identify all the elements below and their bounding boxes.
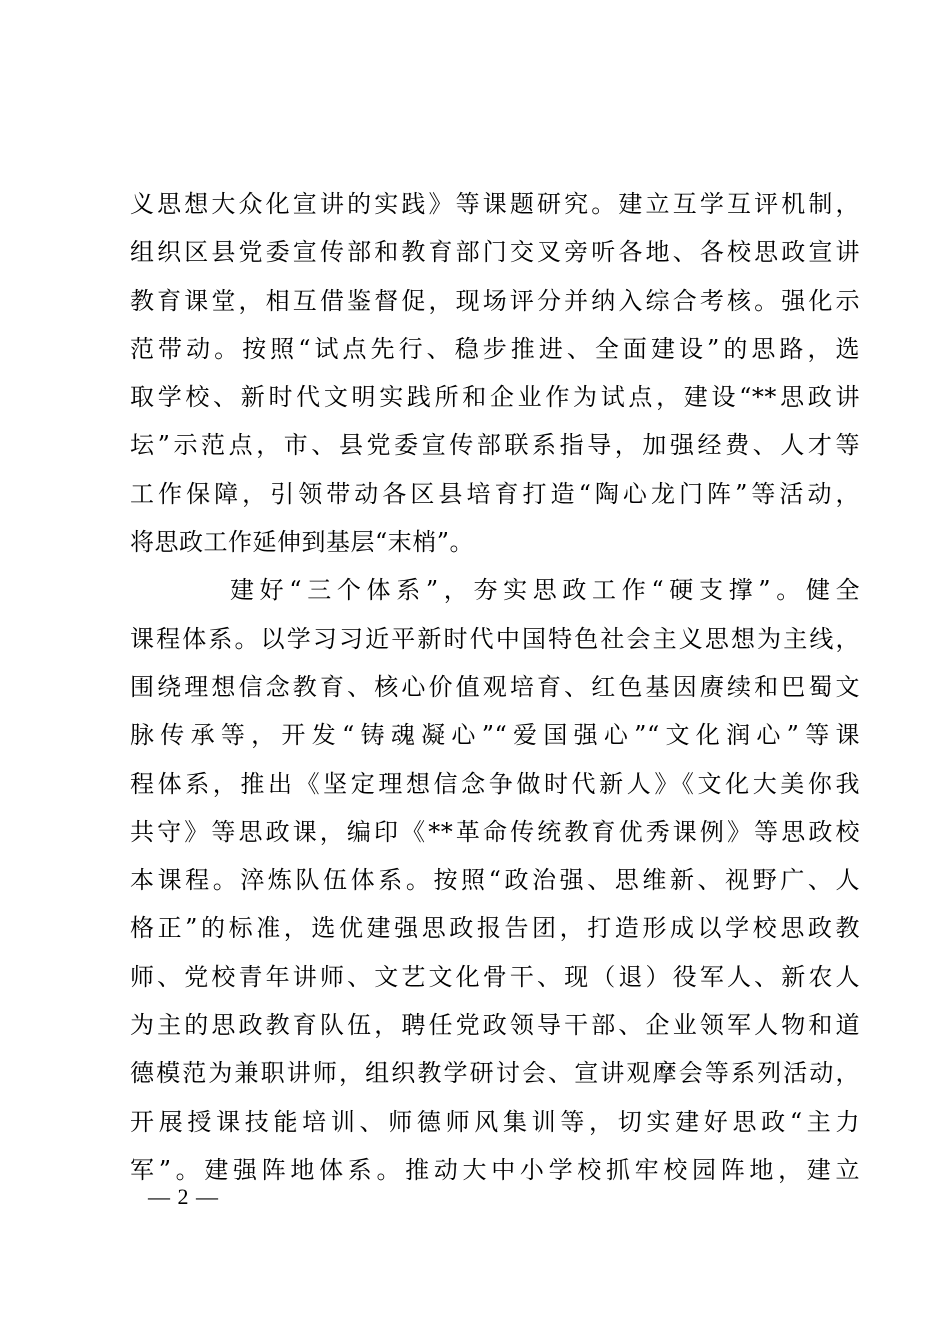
text-line: 取学校、新时代文明实践所和企业作为试点，建设“**思政讲 [130, 383, 860, 412]
text-line: 教育课堂，相互借鉴督促，现场评分并纳入综合考核。强化示 [130, 286, 860, 315]
text-line: 为主的思政教育队伍，聘任党政领导干部、企业领军人物和道 [130, 1011, 860, 1040]
text-line: 德模范为兼职讲师，组织教学研讨会、宣讲观摩会等系列活动， [130, 1059, 860, 1088]
text-line: 坛”示范点，市、县党委宣传部联系指导，加强经费、人才等 [130, 431, 860, 460]
text-line: 格正”的标准，选优建强思政报告团，打造形成以学校思政教 [130, 914, 860, 943]
text-line: 课程体系。以学习习近平新时代中国特色社会主义思想为主线， [130, 624, 860, 653]
text-line: 共守》等思政课，编印《**革命传统教育优秀课例》等思政校 [130, 817, 860, 846]
text-line: 本课程。淬炼队伍体系。按照“政治强、思维新、视野广、人 [130, 866, 860, 895]
text-line: 范带动。按照“试点先行、稳步推进、全面建设”的思路，选 [130, 334, 860, 363]
text-line: 工作保障，引领带动各区县培育打造“陶心龙门阵”等活动， [130, 479, 860, 508]
text-line: 军”。建强阵地体系。推动大中小学校抓牢校园阵地，建立 [130, 1155, 860, 1184]
text-line: 开展授课技能培训、师德师风集训等，切实建好思政“主力 [130, 1107, 860, 1136]
text-line: 将思政工作延伸到基层“末梢”。 [130, 528, 475, 557]
page-number: — 2 — [148, 1184, 219, 1209]
text-line: 义思想大众化宣讲的实践》等课题研究。建立互学互评机制， [130, 190, 860, 218]
paragraph-heading-line: 建好“三个体系”，夯实思政工作“硬支撑”。健全 [230, 576, 860, 605]
text-line: 程体系，推出《坚定理想信念争做时代新人》《文化大美你我 [130, 769, 860, 798]
text-line: 脉传承等，开发“铸魂凝心”“爱国强心”“文化润心”等课 [130, 721, 860, 750]
text-line: 围绕理想信念教育、核心价值观培育、红色基因赓续和巴蜀文 [130, 672, 860, 701]
text-line: 组织区县党委宣传部和教育部门交叉旁听各地、各校思政宣讲 [130, 238, 860, 267]
body-text [130, 180, 860, 1194]
text-line: 师、党校青年讲师、文艺文化骨干、现（退）役军人、新农人 [130, 962, 860, 991]
